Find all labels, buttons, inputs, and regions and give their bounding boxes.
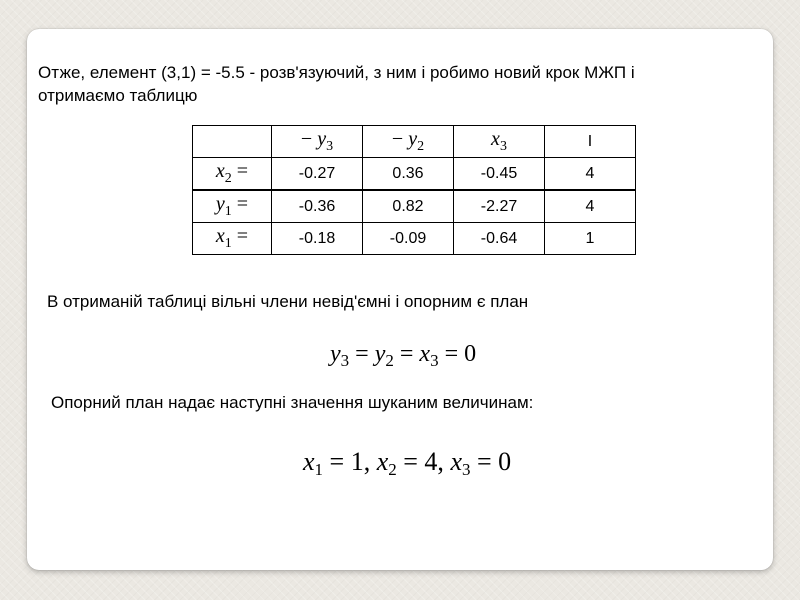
- table-row: [193, 190, 636, 223]
- table-cell: 1: [545, 223, 636, 255]
- table-cell: 4: [545, 190, 636, 223]
- header-minus-y2: − $y_2$: [363, 126, 454, 158]
- slide: [27, 29, 773, 570]
- values-formula: $x_1 = 1$, $x_2 = 4$, $x_3 = 0$: [303, 447, 512, 479]
- header-x3: $x_3$: [454, 126, 545, 158]
- table-cell: -0.36: [272, 190, 363, 223]
- header-free-term: I: [545, 126, 636, 158]
- row-label-y1: $y_1$ =: [193, 190, 272, 223]
- note-plan-values: Опорний план надає наступні значення шуканим величинам:: [51, 393, 534, 412]
- intro-text: [38, 61, 758, 107]
- table-row: [193, 223, 636, 255]
- table-cell: -0.09: [363, 223, 454, 255]
- table-cell: -0.64: [454, 223, 545, 255]
- simplex-table: [192, 125, 636, 255]
- table-cell: -0.45: [454, 158, 545, 191]
- table-cell: 0.82: [363, 190, 454, 223]
- table-cell: -0.18: [272, 223, 363, 255]
- table-corner-cell: [193, 126, 272, 158]
- table-cell: -2.27: [454, 190, 545, 223]
- intro-line-2: отримаємо таблицю: [38, 86, 198, 105]
- table-cell: -0.27: [272, 158, 363, 191]
- table-row: [193, 158, 636, 191]
- note-free-terms: В отриманій таблиці вільні члени невід'ємні і опорним є план: [47, 292, 529, 311]
- row-label-x1: $x_1$ =: [193, 223, 272, 255]
- plan-formula: $y_3 = y_2 = x_3 = 0$: [330, 341, 477, 370]
- intro-line-1: Отже, елемент (3,1) = -5.5 - розв'язуючий, з ним і робимо новий крок МЖП і: [38, 63, 635, 82]
- table-header-row: [193, 126, 636, 158]
- table-cell: 4: [545, 158, 636, 191]
- table-cell: 0.36: [363, 158, 454, 191]
- header-minus-y3: − $y_3$: [272, 126, 363, 158]
- row-label-x2: $x_2$ =: [193, 158, 272, 191]
